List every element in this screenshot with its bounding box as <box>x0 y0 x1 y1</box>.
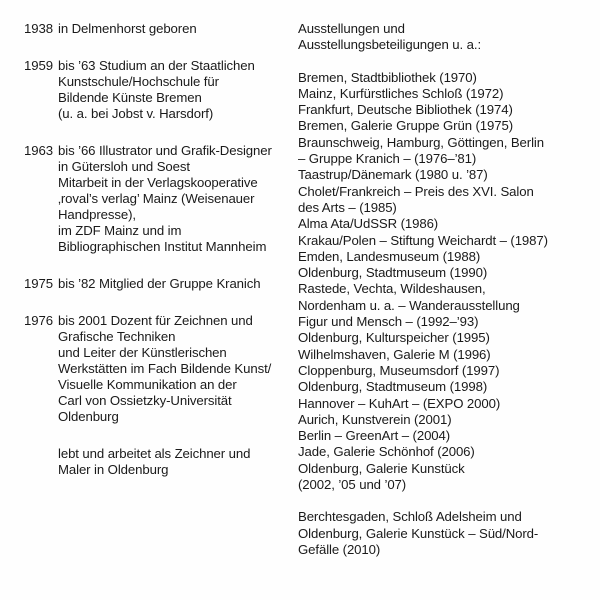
heading-line: Ausstellungsbeteiligungen u. a.: <box>298 37 482 53</box>
entry-line: (u. a. bei Jobst v. Harsdorf) <box>58 106 214 121</box>
biography-entry <box>24 21 294 37</box>
entry-line: Oldenburg <box>58 409 119 424</box>
exhibition-line: Hannover – KuhArt – (EXPO 2000) <box>298 395 501 411</box>
biography-entry <box>24 313 294 425</box>
exhibition-line: Bremen, Galerie Gruppe Grün (1975) <box>298 118 514 134</box>
exhibition-line: Oldenburg, Galerie Kunstück <box>298 460 465 476</box>
entry-line: Visuelle Kommunikation an der <box>58 377 237 392</box>
entry-text <box>58 276 294 292</box>
exhibition-line: Aurich, Kunstverein (2001) <box>298 411 452 427</box>
exhibition-line: Wilhelmshaven, Galerie M (1996) <box>298 346 491 362</box>
spacer <box>298 493 588 509</box>
entry-line: bis ’66 Illustrator und Grafik-Designer <box>58 143 272 158</box>
exhibition-line: Figur und Mensch – (1992–’93) <box>298 314 479 330</box>
exhibition-line: Gefälle (2010) <box>298 541 381 557</box>
entry-text <box>58 143 294 255</box>
entry-text <box>58 21 294 37</box>
exhibition-line: Emden, Landesmuseum (1988) <box>298 248 481 264</box>
exhibition-line: Oldenburg, Stadtmuseum (1998) <box>298 379 488 395</box>
entry-line: Carl von Ossietzky-Universität <box>58 393 232 408</box>
entry-year: 1976 <box>24 313 53 328</box>
entry-line: und Leiter der Künstlerischen <box>58 345 227 360</box>
exhibition-line: des Arts – (1985) <box>298 199 397 215</box>
biography-entry <box>24 143 294 255</box>
note-line: Maler in Oldenburg <box>58 462 169 477</box>
exhibition-line: Alma Ata/UdSSR (1986) <box>298 216 439 232</box>
exhibitions-heading <box>298 21 588 54</box>
exhibition-line: Mainz, Kurfürstliches Schloß (1972) <box>298 85 504 101</box>
entry-text <box>58 313 294 425</box>
entry-line: bis ’63 Studium an der Staatlichen <box>58 58 255 73</box>
exhibition-line: Rastede, Vechta, Wildeshausen, <box>298 281 486 297</box>
exhibition-line: Oldenburg, Stadtmuseum (1990) <box>298 265 488 281</box>
entry-text <box>58 58 294 122</box>
exhibition-line: Cholet/Frankreich – Preis des XVI. Salon <box>298 183 534 199</box>
exhibition-line: Braunschweig, Hamburg, Göttingen, Berlin <box>298 134 544 150</box>
entry-line: im ZDF Mainz und im <box>58 223 182 238</box>
entry-year: 1938 <box>24 21 53 36</box>
entry-line: Handpresse), <box>58 207 136 222</box>
residence-note <box>58 446 294 478</box>
entry-line: Bildende Künste Bremen <box>58 90 202 105</box>
exhibitions-list <box>298 70 588 494</box>
entry-line: bis 2001 Dozent für Zeichnen und <box>58 313 253 328</box>
exhibition-line: Taastrup/Dänemark (1980 u. ’87) <box>298 167 488 183</box>
exhibition-line: Frankfurt, Deutsche Bibliothek (1974) <box>298 102 513 118</box>
biography-entry <box>24 58 294 122</box>
biography-column <box>24 21 294 478</box>
biography-entry <box>24 276 294 292</box>
latest-exhibition <box>298 509 588 558</box>
entry-line: Grafische Techniken <box>58 329 176 344</box>
note-line: lebt und arbeitet als Zeichner und <box>58 446 251 461</box>
entry-line: in Gütersloh und Soest <box>58 159 190 174</box>
exhibition-line: Krakau/Polen – Stiftung Weichardt – (1987) <box>298 232 548 248</box>
entry-line: bis ’82 Mitglied der Gruppe Kranich <box>58 276 261 291</box>
entry-line: Kunstschule/Hochschule für <box>58 74 219 89</box>
exhibition-line: Berlin – GreenArt – (2004) <box>298 428 451 444</box>
exhibition-line: Bremen, Stadtbibliothek (1970) <box>298 69 477 85</box>
exhibition-line: Oldenburg, Galerie Kunstück – Süd/Nord- <box>298 525 539 541</box>
exhibition-line: Cloppenburg, Museumsdorf (1997) <box>298 362 500 378</box>
exhibitions-column <box>298 21 588 558</box>
entry-line: Mitarbeit in der Verlagskooperative <box>58 175 258 190</box>
exhibition-line: – Gruppe Kranich – (1976–’81) <box>298 151 477 167</box>
exhibition-line: (2002, ’05 und ’07) <box>298 477 407 493</box>
exhibition-line: Nordenham u. a. – Wanderausstellung <box>298 297 520 313</box>
heading-line: Ausstellungen und <box>298 21 405 36</box>
entry-line: in Delmenhorst geboren <box>58 21 197 36</box>
exhibition-line: Oldenburg, Kulturspeicher (1995) <box>298 330 490 346</box>
entry-line: Bibliographischen Institut Mannheim <box>58 239 267 254</box>
exhibition-line: Berchtesgaden, Schloß Adelsheim und <box>298 509 522 525</box>
entry-year: 1959 <box>24 58 53 73</box>
entry-line: Werkstätten im Fach Bildende Kunst/ <box>58 361 272 376</box>
entry-year: 1963 <box>24 143 53 158</box>
exhibition-line: Jade, Galerie Schönhof (2006) <box>298 444 475 460</box>
entry-year: 1975 <box>24 276 53 291</box>
entry-line: ‚roval’s verlag’ Mainz (Weisenauer <box>58 191 255 206</box>
